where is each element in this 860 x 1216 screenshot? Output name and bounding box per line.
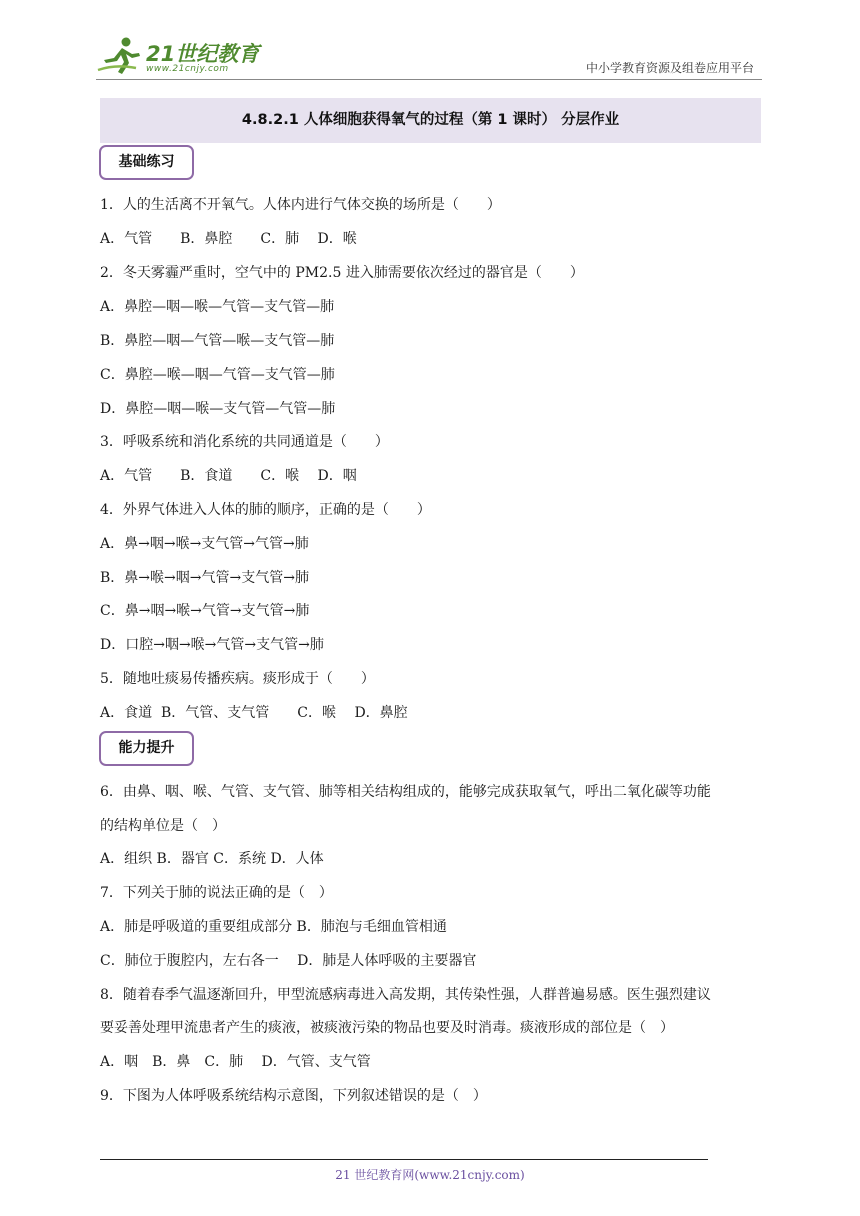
question-2-stem: 2．冬天雾霾严重时，空气中的 PM2.5 进入肺需要依次经过的器官是（ ）	[100, 265, 584, 281]
question-3-options: A．气管 B．食道 C．喉 D．咽	[100, 468, 357, 484]
question-8-options: A．咽 B．鼻 C．肺 D．气管、支气管	[100, 1054, 371, 1070]
runner-logo-icon	[96, 36, 144, 76]
question-8-stem-line2: 要妥善处理甲流患者产生的痰液，被痰液污染的物品也要及时消毒。痰液形成的部位是（ ）	[100, 1020, 674, 1036]
question-7-options-cd: C．肺位于腹腔内，左右各一 D．肺是人体呼吸的主要器官	[100, 953, 477, 969]
question-1-stem: 1．人的生活离不开氧气。人体内进行气体交换的场所是（ ）	[100, 197, 501, 213]
question-5-options: A．食道 B．气管、支气管 C．喉 D．鼻腔	[100, 705, 408, 721]
question-4-option-d: D．口腔→咽→喉→气管→支气管→肺	[100, 637, 324, 653]
title-band	[100, 98, 761, 143]
question-6-stem-line1: 6．由鼻、咽、喉、气管、支气管、肺等相关结构组成的，能够完成获取氧气，呼出二氧化碳等功能	[100, 784, 711, 800]
question-7-options-ab: A．肺是呼吸道的重要组成部分 B．肺泡与毛细血管相通	[100, 919, 447, 935]
logo-url: www.21cnjy.com	[146, 64, 229, 74]
logo-title: 21世纪教育	[146, 42, 260, 66]
question-2-option-d: D．鼻腔—咽—喉—支气管—气管—肺	[100, 401, 336, 417]
question-2-option-c: C．鼻腔—喉—咽—气管—支气管—肺	[100, 367, 335, 383]
footer-text: 21 世纪教育网(www.21cnjy.com)	[335, 1168, 525, 1182]
section-basic-label: 基础练习	[99, 145, 194, 180]
question-4-option-c: C．鼻→咽→喉→气管→支气管→肺	[100, 603, 310, 619]
platform-name: 中小学教育资源及组卷应用平台	[585, 61, 754, 75]
footer-divider	[100, 1159, 708, 1160]
question-5-stem: 5．随地吐痰易传播疾病。痰形成于（ ）	[100, 671, 375, 687]
question-7-stem: 7．下列关于肺的说法正确的是（ ）	[100, 885, 333, 901]
site-logo	[96, 36, 266, 80]
header-divider	[96, 79, 762, 80]
question-2-option-b: B．鼻腔—咽—气管—喉—支气管—肺	[100, 333, 335, 349]
question-6-stem-line2: 的结构单位是（ ）	[100, 818, 226, 834]
document-title: 4.8.2.1 人体细胞获得氧气的过程（第 1 课时） 分层作业	[241, 112, 620, 128]
question-4-stem: 4．外界气体进入人体的肺的顺序，正确的是（ ）	[100, 502, 431, 518]
question-2-option-a: A．鼻腔—咽—喉—气管—支气管—肺	[100, 299, 335, 315]
question-3-stem: 3．呼吸系统和消化系统的共同通道是（ ）	[100, 434, 389, 450]
question-4-option-b: B．鼻→喉→咽→气管→支气管→肺	[100, 570, 309, 586]
question-4-option-a: A．鼻→咽→喉→支气管→气管→肺	[100, 536, 309, 552]
question-9-stem: 9．下图为人体呼吸系统结构示意图，下列叙述错误的是（ ）	[100, 1088, 487, 1104]
question-8-stem-line1: 8．随着春季气温逐渐回升，甲型流感病毒进入高发期，其传染性强，人群普遍易感。医生强烈建议	[100, 987, 711, 1003]
question-1-options: A．气管 B．鼻腔 C．肺 D．喉	[100, 231, 357, 247]
section-advanced-label: 能力提升	[99, 731, 194, 766]
question-6-options: A．组织 B．器官 C．系统 D．人体	[100, 851, 324, 867]
